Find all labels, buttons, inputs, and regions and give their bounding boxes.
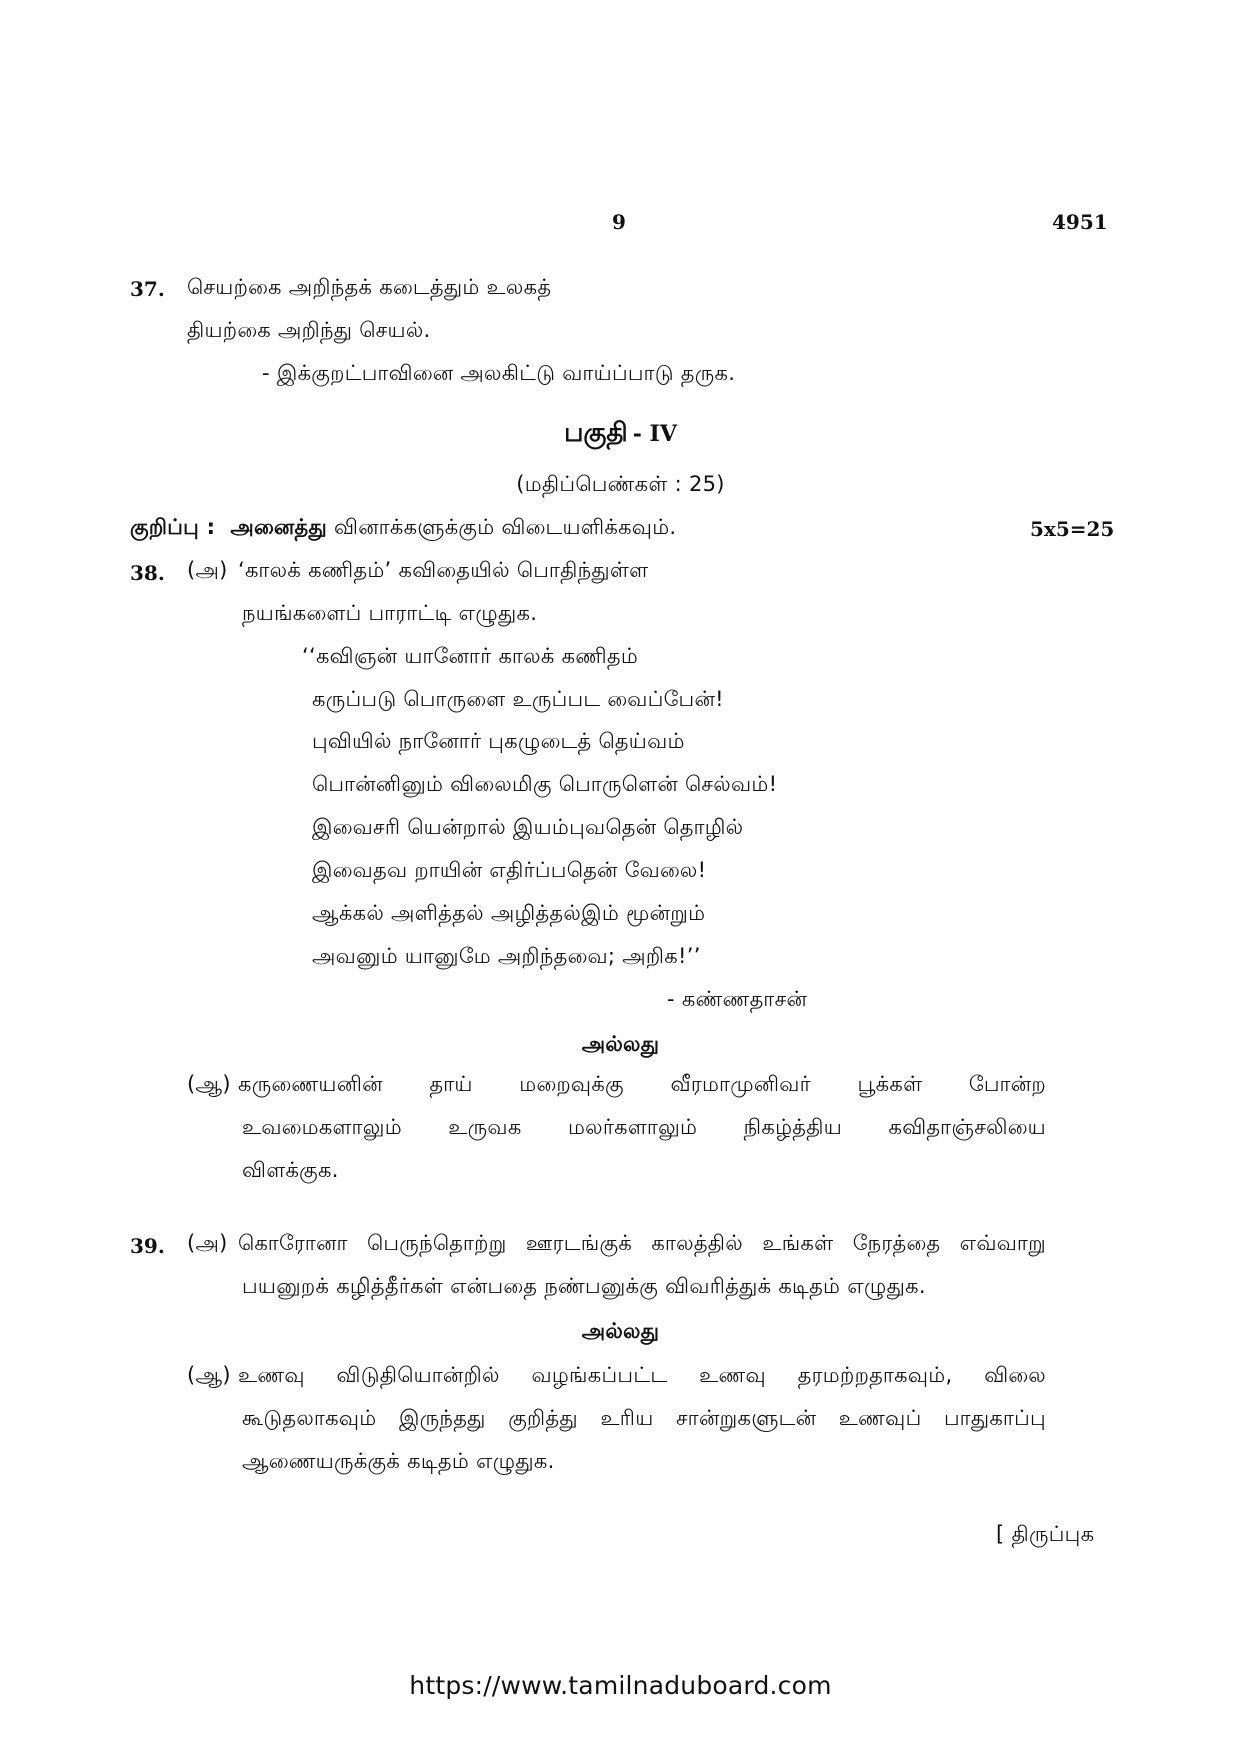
poem-line: பொன்னினும் விலைமிகு பொருளென் செல்வம்! (312, 772, 778, 796)
q39-a-marker: (அ) (187, 1231, 228, 1255)
q39-a-line-1: கொரோனா பெருந்தொற்று ஊரடங்குக் காலத்தில் உங்கள் நேரத்தை எவ்வாறு (238, 1231, 1046, 1255)
q39-b-line-2: கூடுதலாகவும் இருந்தது குறித்து உரிய சான்றுகளுடன் உணவுப் பாதுகாப்பு (242, 1406, 1046, 1430)
q38-a-line-2: நயங்களைப் பாராட்டி எழுதுக. (242, 601, 538, 625)
page-number: 9 (612, 210, 626, 234)
poem-line: இவைதவ றாயின் எதிர்ப்பதென் வேலை! (312, 858, 707, 882)
note-line (130, 515, 676, 542)
section-roman: - IV (632, 421, 677, 447)
note-label: குறிப்பு : (130, 515, 216, 539)
q38-b-line-3: விளக்குக. (242, 1158, 339, 1182)
question-number-38: 38. (130, 561, 165, 585)
turn-over-note: [ திருப்புக (996, 1522, 1095, 1546)
q38-b-line-2: உவமைகளாலும் உருவக மலர்களாலும் நிகழ்த்திய கவிதாஞ்சலியை (242, 1115, 1046, 1139)
q39-b-line-3: ஆணையருக்குக் கடிதம் எழுதுக. (242, 1449, 555, 1473)
poem-line: இவைசரி யென்றால் இயம்புவதென் தொழில் (312, 815, 744, 839)
poem-line: ‘‘கவிஞன் யானோர் காலக் கணிதம் (302, 644, 639, 668)
note-marks: 5x5=25 (1030, 517, 1115, 541)
q38-b-marker: (ஆ) (187, 1072, 231, 1096)
question-number-39: 39. (130, 1234, 165, 1258)
q38-a-marker: (அ) (187, 558, 228, 582)
section-title: பகுதி (564, 418, 628, 448)
q37-line-1: செயற்கை அறிந்தக் கடைத்தும் உலகத் (187, 275, 552, 299)
q39-b-line-1: உணவு விடுதியொன்றில் வழங்கப்பட்ட உணவு தரமற்றதாகவும், விலை (238, 1363, 1046, 1387)
q37-instruction: - இக்குறட்பாவினை அலகிட்டு வாய்ப்பாடு தருக. (262, 361, 736, 385)
poem-line: ஆக்கல் அளித்தல் அழித்தல்இம் மூன்றும் (312, 901, 706, 925)
q39-b-marker: (ஆ) (187, 1363, 231, 1387)
q39-a-line-2: பயனுறக் கழித்தீர்கள் என்பதை நண்பனுக்கு விவரித்துக் கடிதம் எழுதுக. (242, 1274, 926, 1298)
q39-or: அல்லது (581, 1319, 660, 1343)
note-text: வினாக்களுக்கும் விடையளிக்கவும். (334, 515, 677, 539)
poem-line: அவனும் யானுமே அறிந்தவை; அறிக!’’ (312, 944, 701, 968)
q38-or: அல்லது (581, 1032, 660, 1056)
footer-url[interactable]: https://www.tamilnaduboard.com (409, 1671, 832, 1700)
q38-b-line-1: கருணையனின் தாய் மறைவுக்கு வீரமாமுனிவர் பூக்கள் போன்ற (238, 1072, 1046, 1096)
poem-line: கருப்படு பொருளை உருப்பட வைப்பேன்! (312, 687, 724, 711)
q37-line-2: தியற்கை அறிந்து செயல். (187, 318, 431, 342)
poem-line: புவியில் நானோர் புகழுடைத் தெய்வம் (312, 729, 685, 753)
section-marks: (மதிப்பெண்கள் : 25) (516, 472, 725, 496)
q38-a-line-1: ‘காலக் கணிதம்’ கவிதையில் பொதிந்துள்ள (238, 558, 649, 582)
note-bold-word: அனைத்து (230, 515, 328, 539)
question-number-37: 37. (130, 277, 165, 301)
exam-code: 4951 (1052, 210, 1108, 234)
poem-author: - கண்ணதாசன் (667, 987, 808, 1011)
section-heading (0, 418, 1241, 451)
